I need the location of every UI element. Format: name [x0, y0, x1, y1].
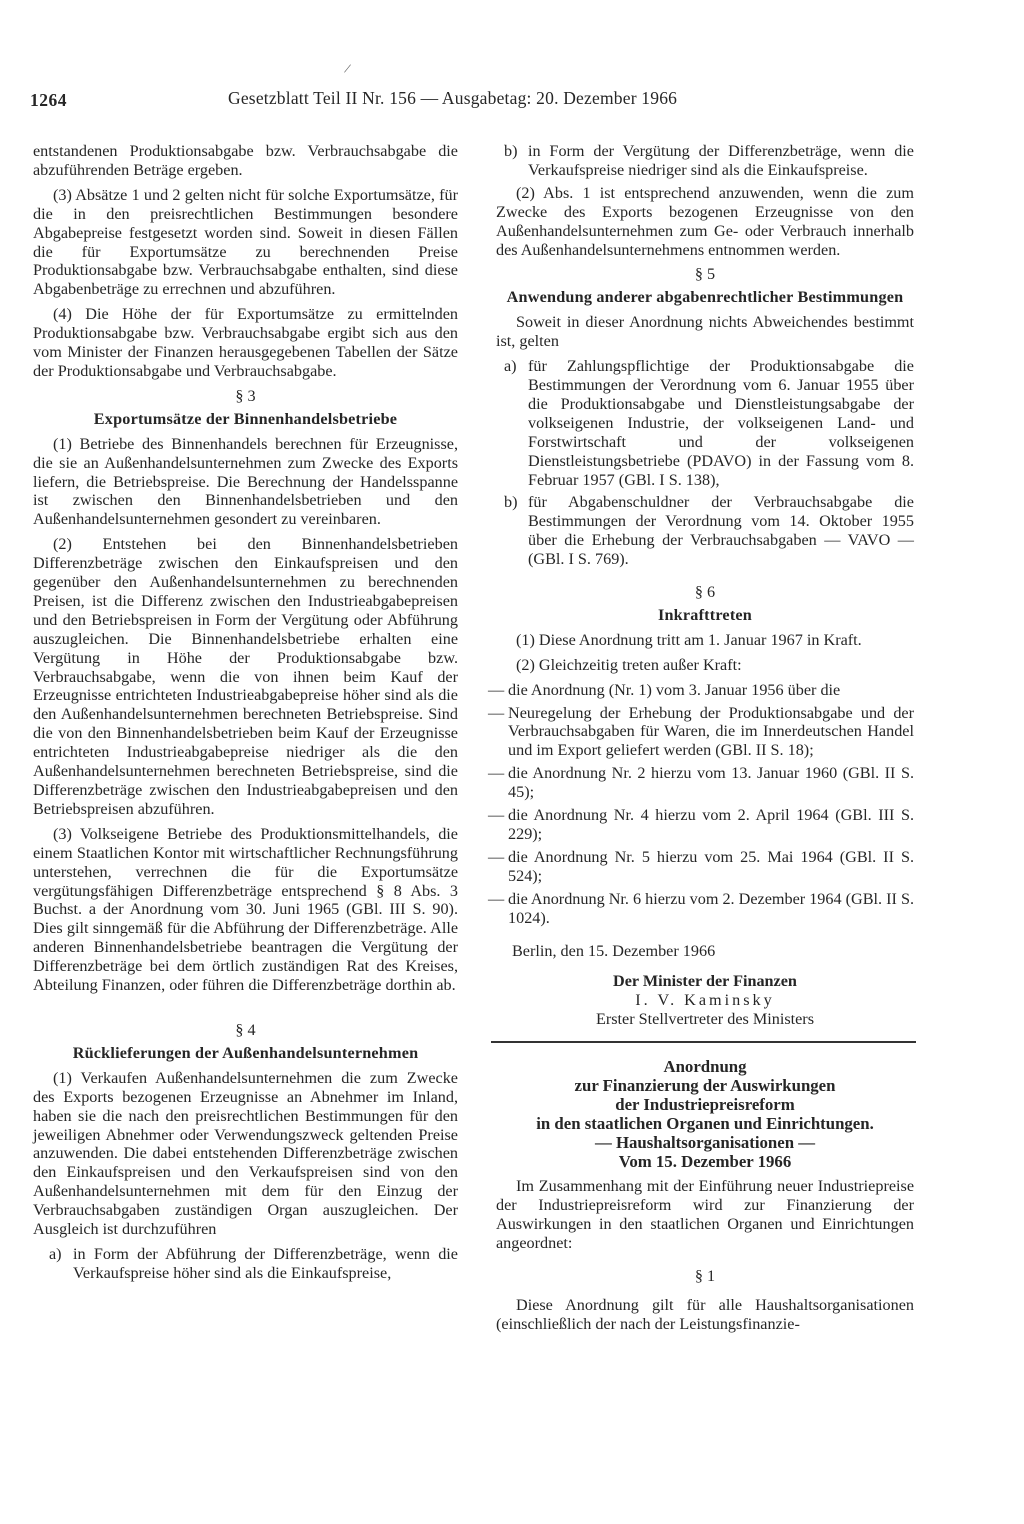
ordinance-title-line-1: Anordnung: [663, 1057, 747, 1077]
divider: [491, 1041, 916, 1043]
dash-marker: —: [488, 703, 505, 722]
section-4-item-b: [496, 142, 914, 180]
signature-name: I. V. Kaminsky: [635, 991, 775, 1010]
section-4-item-a: [33, 1245, 458, 1283]
section-5-title: Anwendung anderer abgabenrechtlicher Bestimmungen: [506, 288, 904, 307]
ordinance-section-1-number: § 1: [694, 1266, 716, 1285]
ordinance-subtitle: — Haushaltsorganisationen —: [594, 1133, 816, 1153]
dash-marker: —: [488, 847, 505, 866]
section-5-number: § 5: [694, 265, 716, 284]
item-label: a): [504, 357, 517, 376]
section-5-item-b: [496, 493, 914, 569]
repeal-item: [488, 806, 914, 844]
repeal-item: [488, 703, 914, 761]
repeal-text: die Anordnung Nr. 4 hierzu vom 2. April 1964 (GBl. III S. 229);: [508, 806, 914, 843]
repeal-item: [488, 680, 914, 700]
left-column: [33, 142, 458, 1287]
section-6-number: § 6: [694, 583, 716, 602]
paragraph-intro: entstandenen Produktionsabgabe bzw. Verbrauchsabgabe die abzuführenden Beträge ergeben.: [33, 142, 458, 179]
page-number: 1264: [30, 90, 67, 110]
section-4-paragraph-2: (2) Abs. 1 ist entsprechend anzuwenden, wenn die zum Zwecke des Exports bezogenen Erzeugnisse von den Außenhandelsunternehmen zum Ge- oder Verbrauch innerhalb des Außenhandelsunternehmens entnommen werden.: [496, 183, 914, 259]
section-6-paragraph-1: (1) Diese Anordnung tritt am 1. Januar 1967 in Kraft.: [516, 630, 862, 649]
repeal-text: die Anordnung (Nr. 1) vom 3. Januar 1956 über die: [508, 680, 841, 699]
dash-marker: —: [488, 889, 505, 908]
ordinance-date: Vom 15. Dezember 1966: [618, 1152, 792, 1172]
page-header: [30, 86, 930, 116]
right-column: [488, 142, 914, 1340]
item-label: b): [504, 142, 518, 160]
item-text: in Form der Vergütung der Differenzbeträge, wenn die Verkaufspreise niedriger sind als die Einkaufspreise.: [528, 142, 914, 179]
section-3-paragraph-3: (3) Volkseigene Betriebe des Produktionsmittelhandels, die einem Staatlichen Kontor mit wirtschaftlicher Rechnungsführung unterstehen, verrechnen die für die Exportumsätze vergütungsfähigen Differenzbeträge entsprechend § 8 Abs. 3 Buchst. a der Anordnung vom 30. Juni 1965 (GBl. III S. 90). Dies gilt sinngemäß für die Abführung der Differenzbeträge. Alle anderen Binnenhandelsbetriebe beantragen die Vergütung der Differenzbeträge bei dem örtlich zuständigen Rat des Kreises, Abteilung Finanzen, oder führen die Differenzbeträge dorthin ab.: [33, 824, 458, 995]
signature-title: Erster Stellvertreter des Ministers: [595, 1010, 815, 1029]
ordinance-title-line-3: der Industriepreisreform: [615, 1095, 795, 1115]
ordinance-title-line-2: zur Finanzierung der Auswirkungen: [574, 1076, 836, 1096]
section-3-paragraph-1: (1) Betriebe des Binnenhandels berechnen für Erzeugnisse, die sie an Außenhandelsunternehmen zum Zwecke des Exports liefern, die Betriebspreise. Die Berechnung der Handelsspanne ist zwischen den Binnenhandelsbetrieben und den Außenhandelsunternehmen gesondert zu vereinbaren.: [33, 434, 458, 529]
item-label: b): [504, 493, 518, 512]
dash-marker: —: [488, 806, 505, 825]
header-title: Gesetzblatt Teil II Nr. 156 — Ausgabetag: 20. Dezember 1966: [228, 88, 678, 108]
repeal-text: die Anordnung Nr. 6 hierzu vom 2. Dezember 1964 (GBl. II S. 1024).: [508, 889, 914, 927]
stray-mark: /: [342, 61, 352, 78]
repeal-item: [488, 889, 914, 928]
repeal-text: die Anordnung Nr. 5 hierzu vom 25. Mai 1964 (GBl. II S. 524);: [508, 847, 914, 885]
section-3-number: § 3: [235, 386, 256, 405]
item-label: a): [49, 1244, 62, 1263]
repeal-text: die Anordnung Nr. 2 hierzu vom 13. Januar 1960 (GBl. II S. 45);: [508, 764, 914, 802]
paragraph-2-4: (4) Die Höhe der für Exportumsätze zu ermittelnden Produktionsabgabe bzw. Verbrauchsabgabe ergibt sich aus den vom Minister der Finanzen herausgegebenen Tabellen der Sätze der Produktionsabgabe und Verbrauchsabgabe.: [33, 305, 458, 380]
repeal-text: Neuregelung der Erhebung der Produktionsabgabe und der Verbrauchsabgaben für Waren, die im Innerdeutschen Handel und im Export geliefert werden (GBl. II S. 18);: [508, 703, 914, 760]
signature-role: Der Minister der Finanzen: [613, 972, 797, 991]
repeal-item: [488, 764, 914, 802]
section-4-number: § 4: [235, 1020, 256, 1039]
paragraph-2-3: (3) Absätze 1 und 2 gelten nicht für solche Exportumsätze, für die in den preisrechtlichen Bestimmungen besondere Abgabepreise festgesetzt worden sind. Soweit in diesen Fällen die für Exportumsätze zu berechnenden Preise Produktionsabgabe bzw. Verbrauchsabgabe enthalten, sind diese Abgabenbeträge zu errechnen und abzuführen.: [33, 185, 458, 299]
item-text: für Abgabenschuldner der Verbrauchsabgabe die Bestimmungen der Verordnung vom 14. Oktober 1955 über die Erhebung der Verbrauchsabgaben — VAVO — (GBl. I S. 769).: [528, 493, 914, 569]
section-4-paragraph-1: (1) Verkaufen Außenhandelsunternehmen die zum Zwecke des Exports bezogenen Erzeugnisse an Abnehmer im Inland, haben sie die nach den preisrechtlichen Bestimmungen für den jeweiligen Abnehmer oder Verwendungszweck geltenden Preise anzuwenden. Die dabei entstehenden Differenzbeträge zwischen den Einkaufspreisen und den Verkaufspreisen sind von den Außenhandelsunternehmen mit dem für den Einzug der Verbrauchsabgaben zuständigen Organ auszugleichen. Der Ausgleich ist durchzuführen: [33, 1068, 458, 1239]
ordinance-title-line-4: in den staatlichen Organen und Einrichtungen.: [536, 1114, 874, 1134]
section-5-item-a: [496, 357, 914, 489]
dash-marker: —: [488, 680, 505, 699]
section-6-paragraph-2: (2) Gleichzeitig treten außer Kraft:: [516, 655, 742, 674]
repeal-item: [488, 847, 914, 886]
section-3-title: Exportumsätze der Binnenhandelsbetriebe: [93, 409, 398, 428]
ordinance-intro: Im Zusammenhang mit der Einführung neuer Industriepreise der Industriepreisreform wird zur Finanzierung der Auswirkungen in den staatlichen Organen und Einrichtungen angeordnet:: [496, 1177, 914, 1252]
dash-marker: —: [488, 764, 505, 783]
item-text: in Form der Abführung der Differenzbeträge, wenn die Verkaufspreise höher sind als die Einkaufspreise,: [73, 1244, 458, 1282]
section-4-title: Rücklieferungen der Außenhandelsunternehmen: [72, 1043, 419, 1062]
section-5-paragraph-1: Soweit in dieser Anordnung nichts Abweichendes bestimmt ist, gelten: [496, 313, 914, 351]
ordinance-section-1-paragraph: Diese Anordnung gilt für alle Haushaltsorganisationen (einschließlich der nach der Leistungsfinanzie-: [496, 1295, 914, 1333]
section-3-paragraph-2: (2) Entstehen bei den Binnenhandelsbetrieben Differenzbeträge zwischen den Einkaufspreisen und den gegenüber den Außenhandelsunternehmen zu berechnenden Preisen, ist die Differenz zwischen den Industrieabgabepreisen und den Betriebspreisen in Form der Vergütung oder Abführung auszugleichen. Die Binnenhandelsbetriebe erhalten eine Vergütung in Höhe der Produktionsabgabe bzw. Verbrauchsabgabe, wenn die von ihnen beim Kauf der Erzeugnisse entrichteten Industrieabgabepreise höher sind als die den Außenhandelsunternehmen berechneten Betriebspreise. Sind die von den Binnenhandelsbetrieben beim Kauf der Erzeugnisse entrichteten Industrieabgabepreise niedriger als die den Außenhandelsunternehmen berechneten Betriebspreise, sind die Differenzbeträge zwischen den Industrieabgabepreisen und den Betriebspreisen abzuführen.: [33, 535, 458, 818]
item-text: für Zahlungspflichtige der Produktionsabgabe die Bestimmungen der Verordnung vom 6. Januar 1955 über die Produktionsabgabe und Dienstleistungsabgabe der volkseigenen Industrie, der volkseigenen Land- und Forstwirtschaft und der volkseigenen Dienstleistungsbetriebe (PDAVO) in der Fassung vom 8. Februar 1957 (GBl. I S. 138),: [528, 357, 914, 489]
place-date: Berlin, den 15. Dezember 1966: [512, 941, 716, 960]
section-6-title: Inkrafttreten: [657, 605, 752, 624]
